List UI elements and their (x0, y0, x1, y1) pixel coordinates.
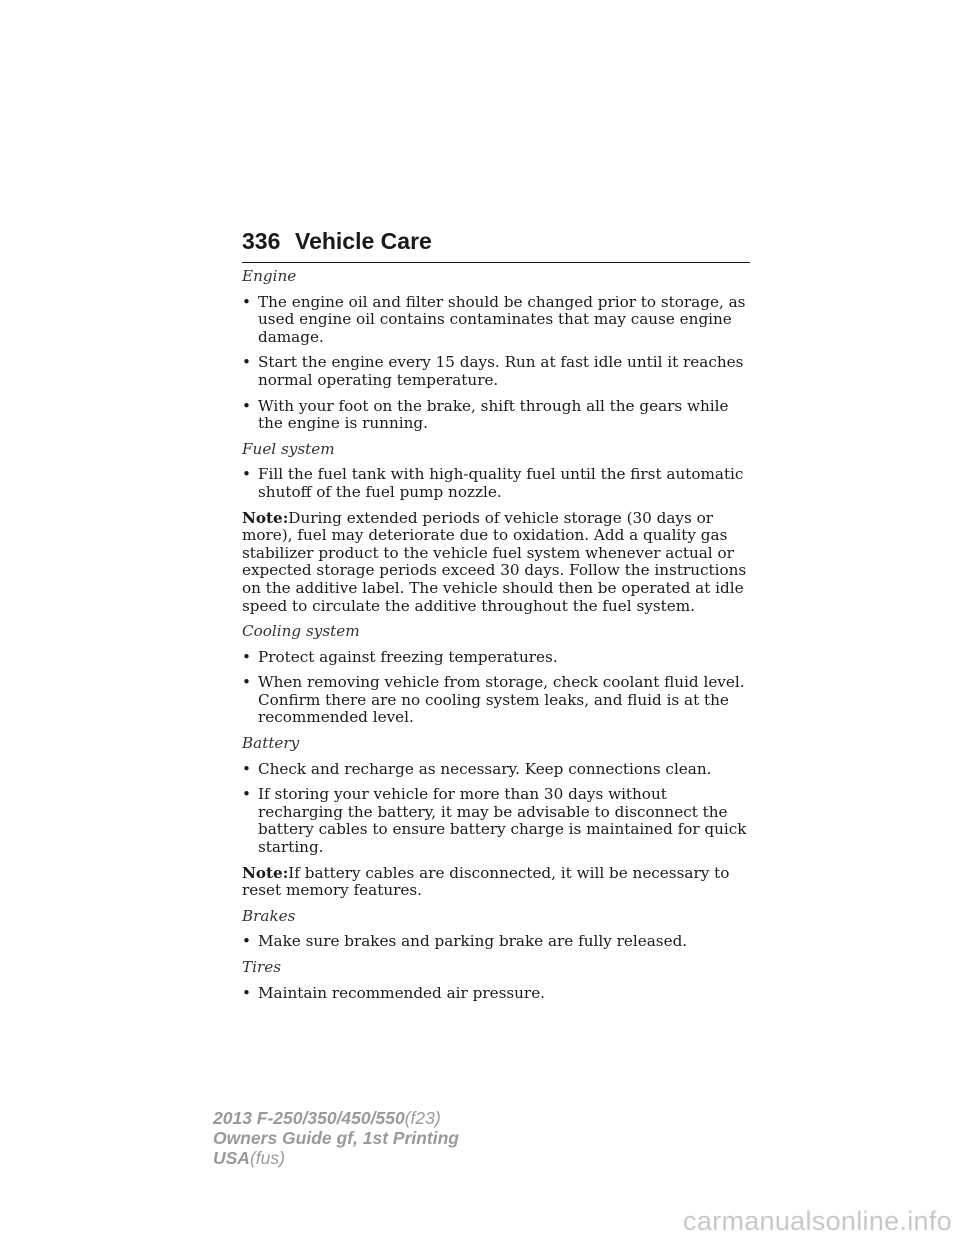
bullet-icon: • (242, 759, 251, 778)
list-item: • Make sure brakes and parking brake are fully released. (242, 932, 688, 951)
battery-heading: Battery (242, 734, 300, 753)
battery-bullet-list (242, 761, 752, 857)
list-item: • If storing your vehicle for more than 30 days without recharging the battery, it may be advisable to disconnect the battery cables to ensure battery charge is maintained for quick starting. (242, 785, 747, 857)
bullet-icon: • (242, 785, 251, 804)
engine-bullet-list (242, 294, 752, 433)
bullet-icon: • (242, 465, 251, 484)
list-item: • With your foot on the brake, shift through all the gears while the engine is running. (242, 396, 729, 433)
list-item: • The engine oil and filter should be changed prior to storage, as used engine oil contains contaminates that may cause engine damage. (242, 292, 746, 346)
bullet-icon: • (242, 292, 251, 311)
site-watermark: carmanualsonline.info (683, 1206, 952, 1236)
brakes-bullet-list (242, 933, 752, 951)
fuel-note (242, 510, 752, 616)
fuel-bullet-list (242, 466, 752, 501)
list-item: • Start the engine every 15 days. Run at fast idle until it reaches normal operating temperature. (242, 353, 744, 389)
note-label: Note: (242, 863, 289, 882)
list-item: • Maintain recommended air pressure. (242, 983, 546, 1002)
list-item: • Check and recharge as necessary. Keep connections clean. (242, 759, 712, 778)
bullet-icon: • (242, 647, 251, 666)
note-text: During extended periods of vehicle storage (30 days or more), fuel may deteriorate due to oxidation. Add a quality gas stabilizer product to the vehicle fuel system whenever actual or expected storage periods exceed 30 days. Follow the instructions on the additive label. The vehicle should then be operated at idle speed to circulate the additive throughout the fuel system. (242, 508, 747, 615)
note-text: If battery cables are disconnected, it will be necessary to reset memory features. (242, 863, 730, 900)
list-item: • Fill the fuel tank with high-quality fuel until the first automatic shutoff of the fuel pump nozzle. (242, 465, 744, 501)
footer-line-guide: Owners Guide gf, 1st Printing (213, 1128, 459, 1148)
section-title: Vehicle Care (295, 228, 432, 254)
bullet-icon: • (242, 673, 251, 692)
bullet-icon: • (242, 353, 251, 372)
page-header (242, 228, 750, 263)
bullet-icon: • (242, 396, 251, 415)
note-label: Note: (242, 508, 289, 527)
tires-bullet-list (242, 985, 752, 1003)
print-footer (213, 1108, 459, 1168)
list-item: • Protect against freezing temperatures. (242, 647, 558, 666)
page-number: 336 (242, 228, 281, 254)
battery-note (242, 865, 752, 900)
cooling-system-heading: Cooling system (242, 622, 360, 641)
bullet-icon: • (242, 932, 251, 951)
bullet-icon: • (242, 983, 251, 1002)
page-content (242, 268, 752, 1010)
cooling-bullet-list (242, 649, 752, 727)
brakes-heading: Brakes (242, 906, 296, 925)
tires-heading: Tires (242, 958, 282, 976)
list-item: • When removing vehicle from storage, check coolant fluid level. Confirm there are no cooling system leaks, and fluid is at the recommended level. (242, 673, 745, 727)
engine-heading: Engine (242, 267, 297, 285)
fuel-system-heading: Fuel system (242, 439, 335, 458)
footer-line-model: 2013 F-250/350/450/550(f23) (213, 1108, 441, 1128)
footer-line-market: USA(fus) (213, 1148, 285, 1168)
